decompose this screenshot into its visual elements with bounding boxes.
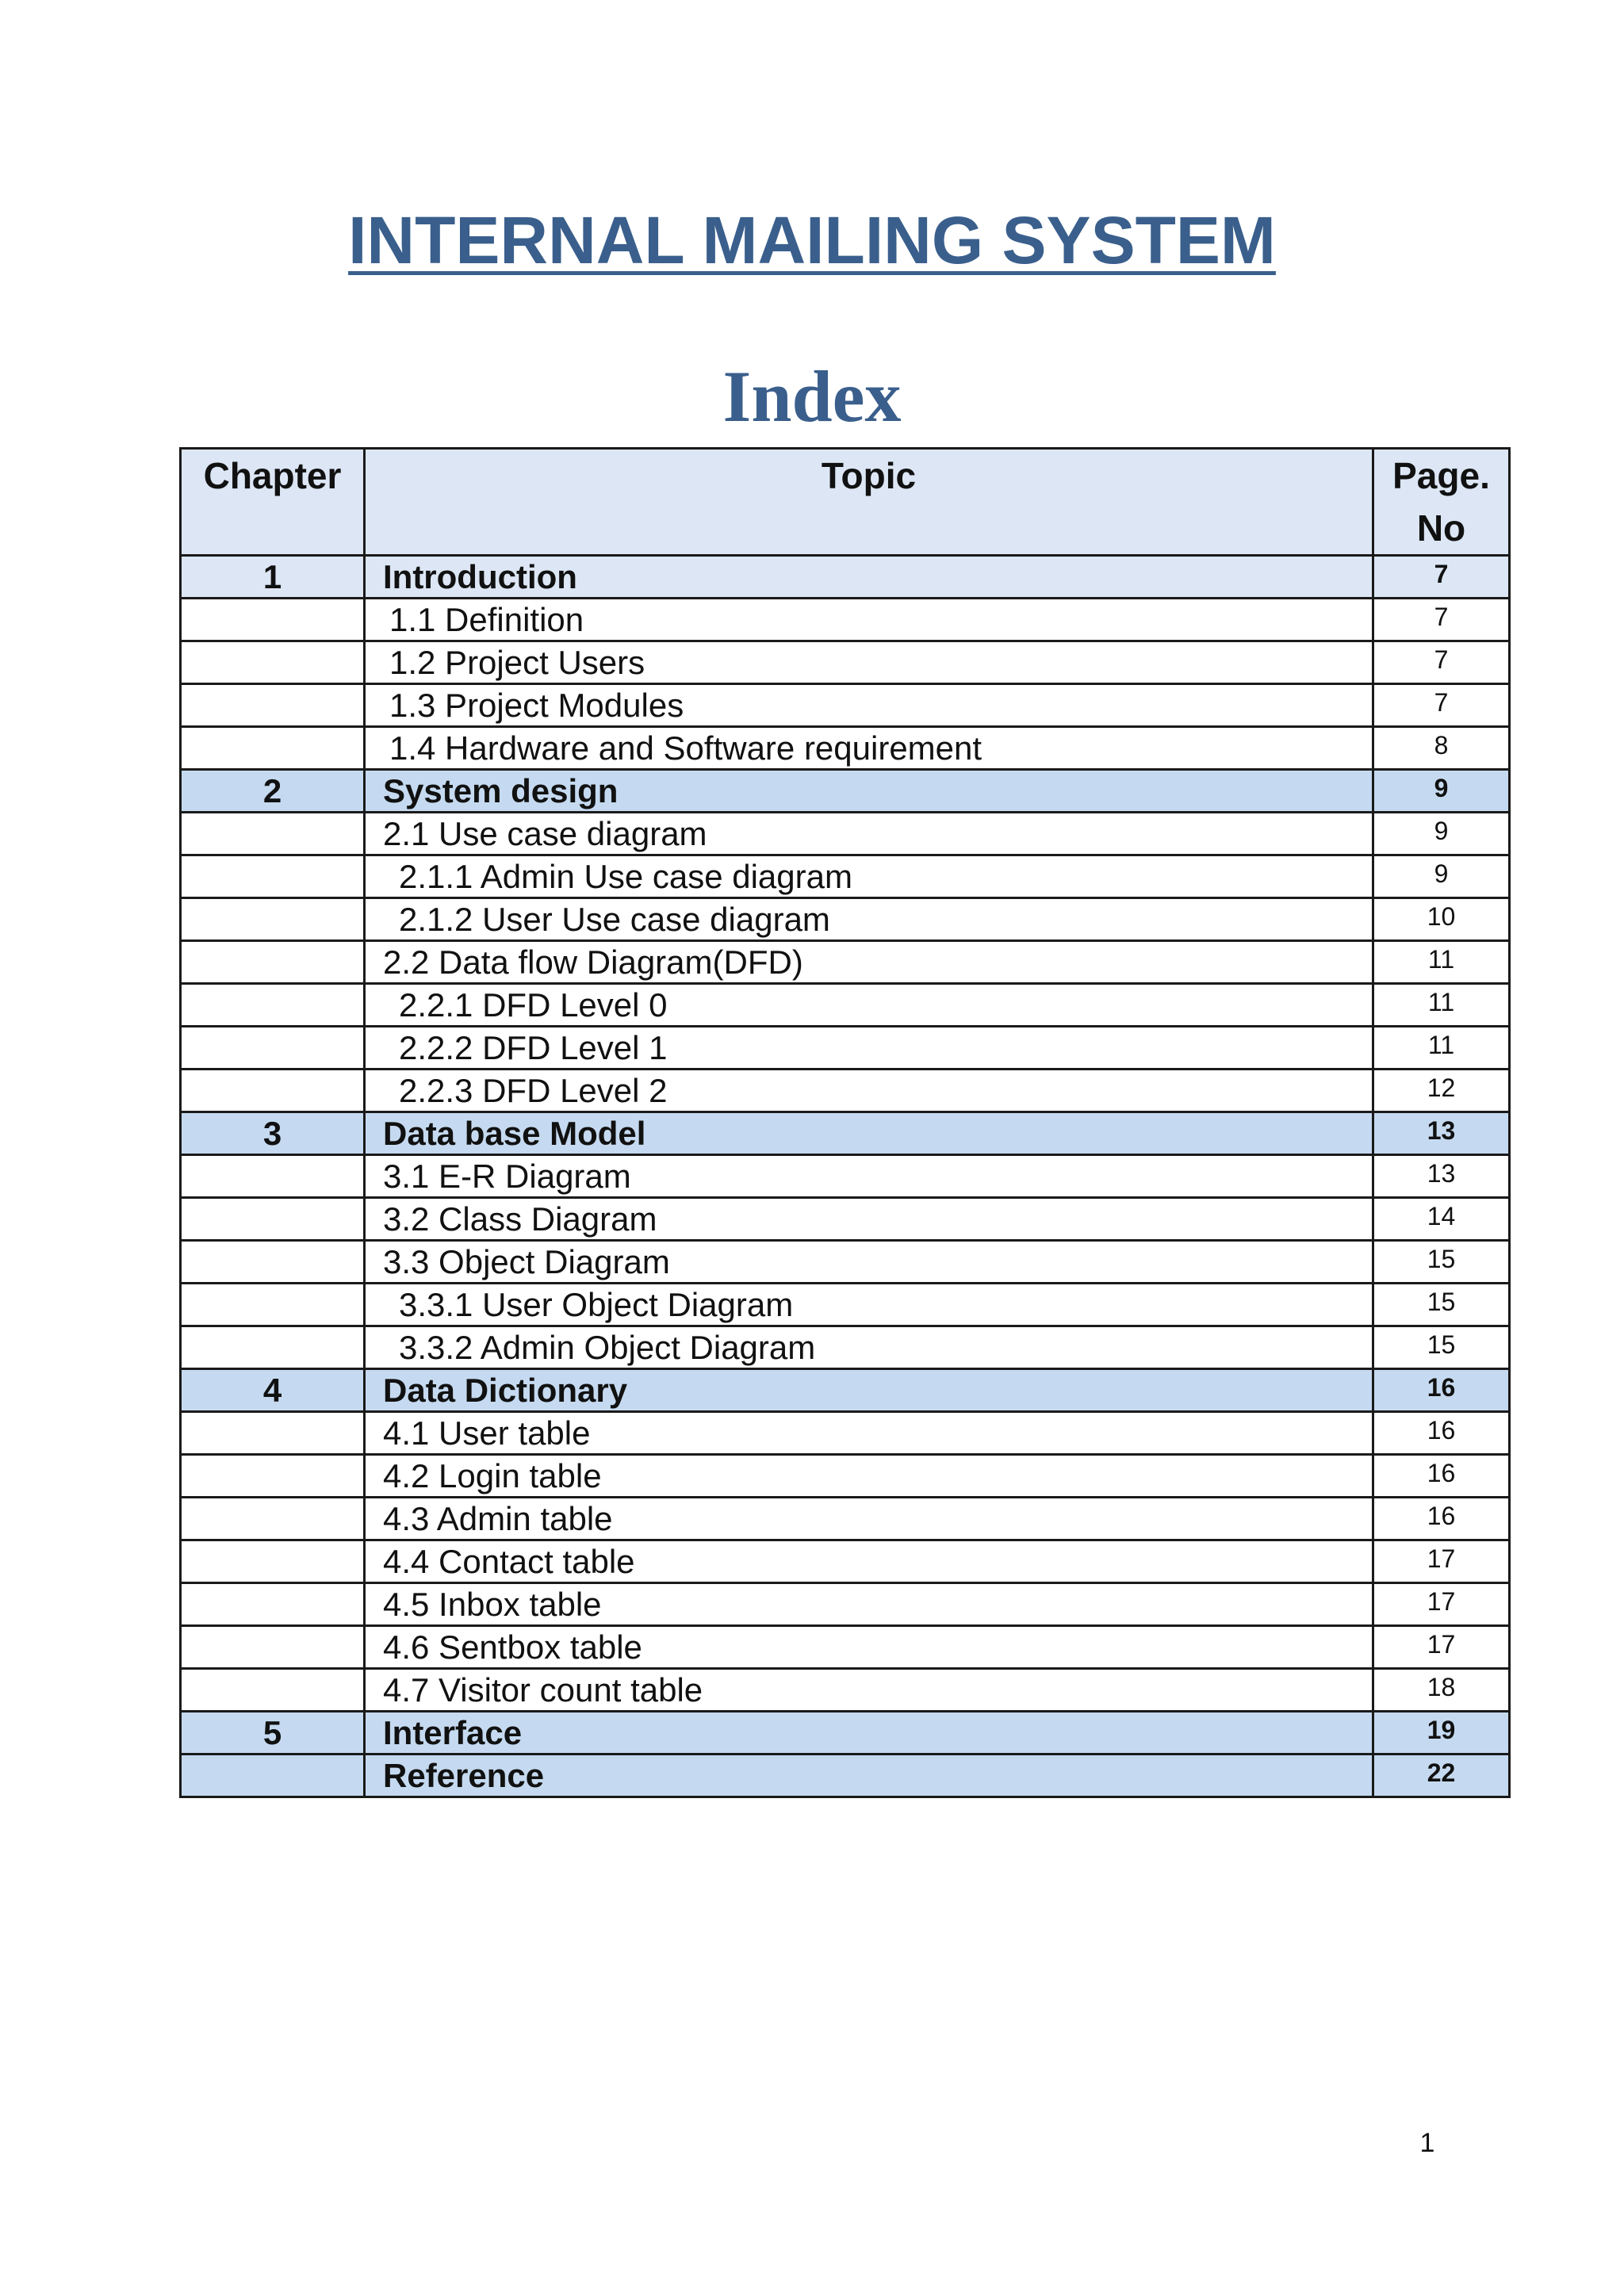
index-table-row: [181, 1241, 1510, 1284]
row-chapter: [181, 1498, 365, 1540]
row-page-number: 22: [1373, 1755, 1510, 1797]
row-topic: System design: [365, 770, 1373, 813]
row-topic: 4.1 User table: [365, 1412, 1373, 1455]
index-table-row: [181, 1583, 1510, 1626]
row-topic: 1.1 Definition: [365, 599, 1373, 641]
row-chapter: [181, 1326, 365, 1369]
row-topic: Data base Model: [365, 1112, 1373, 1155]
row-topic: 4.2 Login table: [365, 1455, 1373, 1498]
header-page-no-line1: Page.: [1392, 455, 1490, 496]
row-chapter: [181, 941, 365, 984]
row-page-number: 9: [1373, 813, 1510, 855]
row-page-number: 10: [1373, 898, 1510, 941]
row-topic: 4.6 Sentbox table: [365, 1626, 1373, 1669]
index-table-row: [181, 1626, 1510, 1669]
row-topic: 1.4 Hardware and Software requirement: [365, 727, 1373, 770]
index-table-row: [181, 1369, 1510, 1412]
row-topic: 3.1 E-R Diagram: [365, 1155, 1373, 1198]
row-chapter: [181, 1455, 365, 1498]
index-table-row: [181, 641, 1510, 684]
index-table: [179, 447, 1511, 1798]
index-table-row: [181, 1755, 1510, 1797]
index-table-row: [181, 684, 1510, 727]
row-page-number: 19: [1373, 1712, 1510, 1755]
row-page-number: 7: [1373, 599, 1510, 641]
row-chapter: [181, 641, 365, 684]
row-chapter: [181, 599, 365, 641]
row-page-number: 16: [1373, 1455, 1510, 1498]
row-chapter: [181, 1284, 365, 1326]
row-topic: 2.2.3 DFD Level 2: [365, 1070, 1373, 1112]
index-table-row: [181, 1455, 1510, 1498]
row-chapter: [181, 1241, 365, 1284]
row-chapter: 1: [181, 556, 365, 599]
row-chapter: [181, 1412, 365, 1455]
row-page-number: 13: [1373, 1155, 1510, 1198]
row-topic: 3.3 Object Diagram: [365, 1241, 1373, 1284]
row-chapter: [181, 1027, 365, 1070]
index-table-row: [181, 1326, 1510, 1369]
row-page-number: 15: [1373, 1326, 1510, 1369]
row-chapter: [181, 1155, 365, 1198]
row-topic: 4.4 Contact table: [365, 1540, 1373, 1583]
index-table-row: [181, 1669, 1510, 1712]
row-topic: 2.2.2 DFD Level 1: [365, 1027, 1373, 1070]
row-page-number: 11: [1373, 941, 1510, 984]
row-page-number: 18: [1373, 1669, 1510, 1712]
row-page-number: 7: [1373, 641, 1510, 684]
row-page-number: 14: [1373, 1198, 1510, 1241]
row-chapter: [181, 1540, 365, 1583]
index-table-row: [181, 727, 1510, 770]
row-page-number: 9: [1373, 855, 1510, 898]
row-page-number: 17: [1373, 1540, 1510, 1583]
document-title-text: INTERNAL MAILING SYSTEM: [348, 203, 1276, 277]
index-table-body: [181, 556, 1510, 1797]
page-number: 1: [1419, 2128, 1435, 2158]
row-topic: 3.2 Class Diagram: [365, 1198, 1373, 1241]
row-chapter: [181, 1626, 365, 1669]
row-page-number: 16: [1373, 1498, 1510, 1540]
row-topic: 3.3.2 Admin Object Diagram: [365, 1326, 1373, 1369]
row-chapter: [181, 1669, 365, 1712]
index-table-row: [181, 898, 1510, 941]
header-topic: Topic: [365, 449, 1373, 556]
row-chapter: [181, 1070, 365, 1112]
row-page-number: 15: [1373, 1284, 1510, 1326]
row-chapter: [181, 1583, 365, 1626]
row-page-number: 15: [1373, 1241, 1510, 1284]
row-chapter: [181, 984, 365, 1027]
row-chapter: [181, 898, 365, 941]
row-page-number: 13: [1373, 1112, 1510, 1155]
row-page-number: 11: [1373, 1027, 1510, 1070]
index-table-row: [181, 1198, 1510, 1241]
index-table-row: [181, 941, 1510, 984]
row-topic: Introduction: [365, 556, 1373, 599]
index-table-row: [181, 1712, 1510, 1755]
document-title: [0, 197, 1624, 284]
row-page-number: 7: [1373, 684, 1510, 727]
index-table-row: [181, 855, 1510, 898]
row-chapter: [181, 813, 365, 855]
row-topic: 2.1.2 User Use case diagram: [365, 898, 1373, 941]
row-chapter: 3: [181, 1112, 365, 1155]
index-table-row: [181, 1284, 1510, 1326]
row-topic: 1.3 Project Modules: [365, 684, 1373, 727]
row-page-number: 11: [1373, 984, 1510, 1027]
index-table-row: [181, 1112, 1510, 1155]
row-chapter: [181, 1198, 365, 1241]
header-page-no: [1373, 449, 1510, 556]
index-table-row: [181, 984, 1510, 1027]
header-chapter: Chapter: [181, 449, 365, 556]
row-chapter: 5: [181, 1712, 365, 1755]
row-chapter: [181, 684, 365, 727]
row-topic: 1.2 Project Users: [365, 641, 1373, 684]
row-page-number: 12: [1373, 1070, 1510, 1112]
row-topic: Data Dictionary: [365, 1369, 1373, 1412]
row-page-number: 17: [1373, 1626, 1510, 1669]
row-chapter: [181, 727, 365, 770]
row-topic: 2.1.1 Admin Use case diagram: [365, 855, 1373, 898]
row-page-number: 9: [1373, 770, 1510, 813]
header-page-no-line2: No: [1416, 507, 1466, 549]
row-topic: 4.7 Visitor count table: [365, 1669, 1373, 1712]
row-topic: 4.3 Admin table: [365, 1498, 1373, 1540]
row-page-number: 8: [1373, 727, 1510, 770]
index-heading: Index: [722, 356, 902, 437]
index-table-row: [181, 556, 1510, 599]
index-table-row: [181, 770, 1510, 813]
row-topic: 2.2.1 DFD Level 0: [365, 984, 1373, 1027]
row-page-number: 7: [1373, 556, 1510, 599]
row-topic: Interface: [365, 1712, 1373, 1755]
index-table-row: [181, 1155, 1510, 1198]
row-topic: 3.3.1 User Object Diagram: [365, 1284, 1373, 1326]
index-table-row: [181, 1540, 1510, 1583]
index-table-row: [181, 813, 1510, 855]
row-page-number: 16: [1373, 1369, 1510, 1412]
index-table-header-row: [181, 449, 1510, 556]
row-chapter: [181, 855, 365, 898]
row-page-number: 17: [1373, 1583, 1510, 1626]
index-table-row: [181, 1070, 1510, 1112]
row-topic: Reference: [365, 1755, 1373, 1797]
row-page-number: 16: [1373, 1412, 1510, 1455]
row-topic: 2.2 Data flow Diagram(DFD): [365, 941, 1373, 984]
index-table-row: [181, 1498, 1510, 1540]
index-table-row: [181, 1412, 1510, 1455]
index-table-row: [181, 1027, 1510, 1070]
row-chapter: 2: [181, 770, 365, 813]
row-topic: 2.1 Use case diagram: [365, 813, 1373, 855]
row-chapter: 4: [181, 1369, 365, 1412]
row-chapter: [181, 1755, 365, 1797]
index-table-row: [181, 599, 1510, 641]
row-topic: 4.5 Inbox table: [365, 1583, 1373, 1626]
